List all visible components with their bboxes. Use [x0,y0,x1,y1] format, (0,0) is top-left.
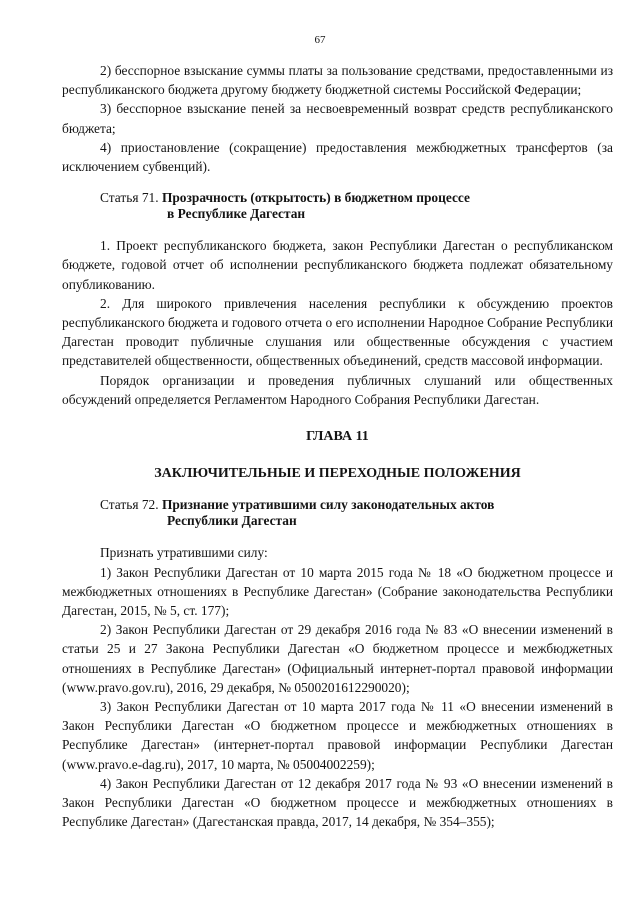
list-item: 4) приостановление (сокращение) предоставления межбюджетных трансфертов (за исключением субвенций). [62,139,613,175]
paragraph: 2. Для широкого привлечения населения республики к обсуждению проектов республиканского бюджета и годового отчета о его исполнении Народное Собрание Республики Дагестан проводит публичные слушания или общественные обсуждения с участием представителей общественности, общественных объединений, средств массовой информации. [62,295,613,369]
list-item: 1) Закон Республики Дагестан от 10 марта 2015 года № 18 «О бюджетном процессе и межбюджетных отношениях в Республике Дагестан» (Собрание законодательства Республики Дагестан, 2015, № 5, ст. 177); [62,564,613,619]
chapter-number: ГЛАВА 11 [306,429,369,445]
article-71-heading [62,190,613,222]
list-item: 4) Закон Республики Дагестан от 12 декабря 2017 года № 93 «О внесении изменений в Закон Республики Дагестан «О бюджетном процессе и межбюджетных отношениях в Республике Дагестан» (Дагестанская правда, 2017, 14 декабря, № 354–355); [62,775,613,830]
page-body [62,61,613,832]
article-number: Статья 72. [100,497,159,513]
paragraph: Признать утратившими силу: [100,545,268,561]
article-title-cont: в Республике Дагестан [167,206,306,222]
article-title-cont: Республики Дагестан [167,513,297,529]
chapter-title: ЗАКЛЮЧИТЕЛЬНЫЕ И ПЕРЕХОДНЫЕ ПОЛОЖЕНИЯ [154,466,521,482]
list-item: 3) Закон Республики Дагестан от 10 марта 2017 года № 11 «О внесении изменений в Закон Республики Дагестан «О бюджетном процессе и межбюджетных отношениях в Республике Дагестан» (интернет-портал правовой информации Республики Дагестан (www.pravo.e-dag.ru), 2017, 10 марта, № 05004002259); [62,699,613,772]
list-item: 3) бесспорное взыскание пеней за несвоевременный возврат средств республиканского бюджета; [62,101,613,136]
paragraph: Порядок организации и проведения публичных слушаний или общественных обсуждений определяется Регламентом Народного Собрания Республики Дагестан. [62,372,613,407]
list-item: 2) Закон Республики Дагестан от 29 декабря 2016 года № 83 «О внесении изменений в статьи 25 и 27 Закона Республики Дагестан «О бюджетном процессе и межбюджетных отношениях в Республике Дагестан» (Официальный интернет-портал правовой информации (www.pravo.gov.ru), 2016, 29 декабря, № 0500201612290020); [62,622,613,695]
article-number: Статья 71. [100,190,159,206]
article-title: Признание утратившими силу законодательных актов [161,497,495,513]
paragraph: 1. Проект республиканского бюджета, закон Республики Дагестан о республиканском бюджете, годовой отчет об исполнении республиканского бюджета подлежат обязательному опубликованию. [62,238,613,292]
list-item: 2) бесспорное взыскание суммы платы за пользование средствами, предоставленными из республиканского бюджета другому бюджету бюджетной системы Российской Федерации; [62,63,613,98]
article-72-heading [62,497,613,529]
page-number: 67 [314,34,326,46]
article-title: Прозрачность (открытость) в бюджетном процессе [161,190,470,206]
